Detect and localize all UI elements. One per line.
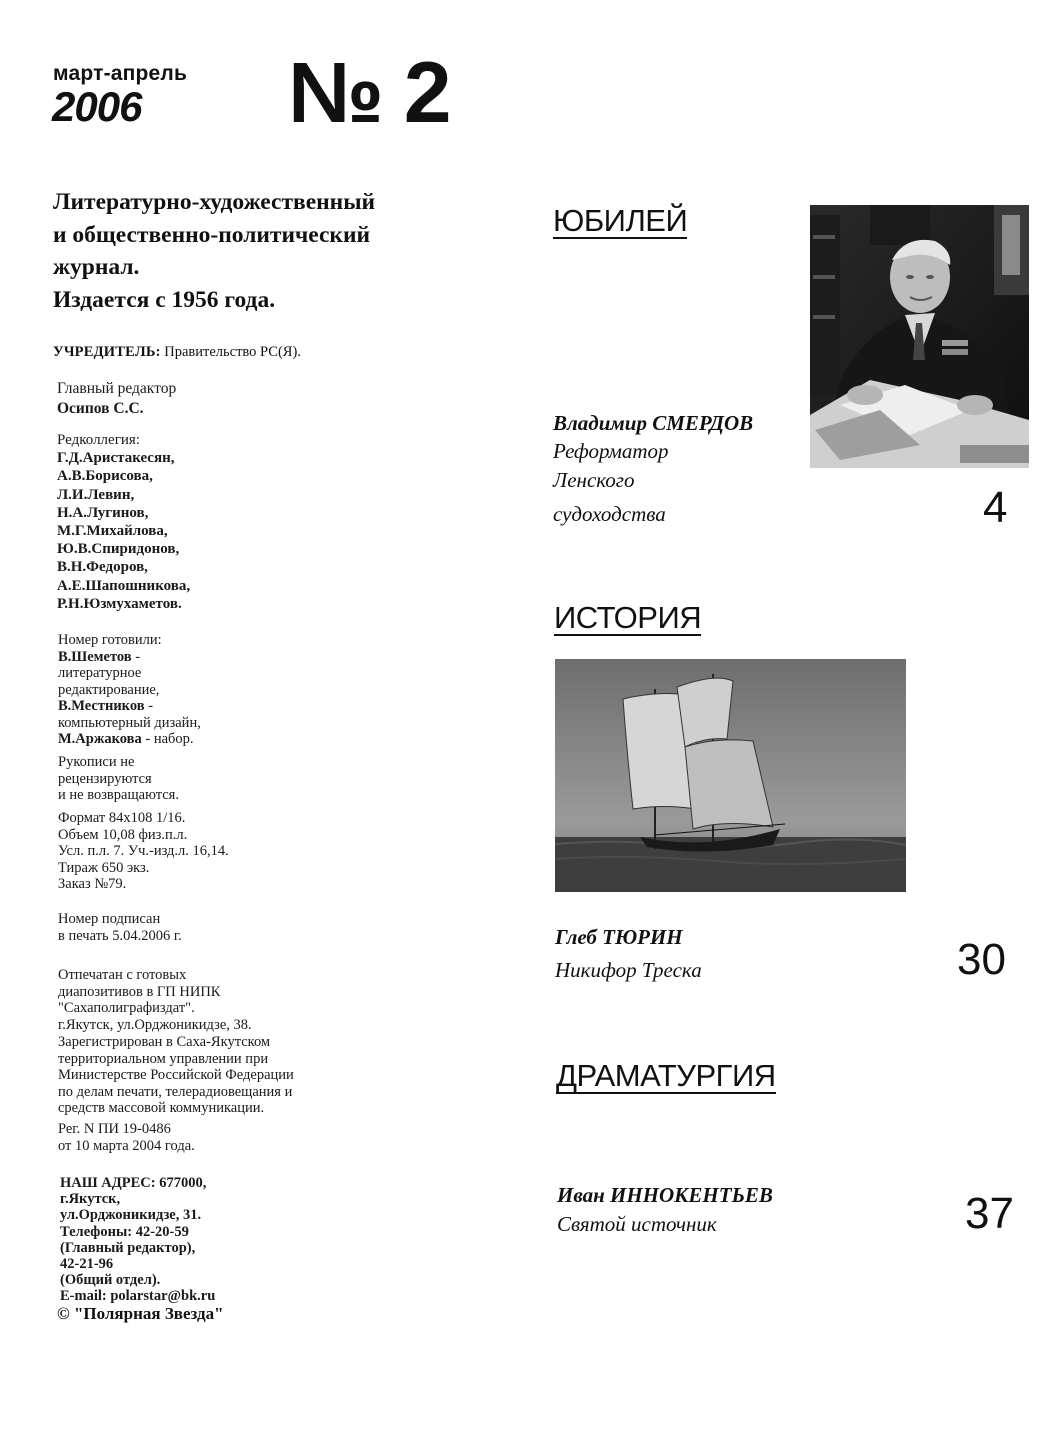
prepared-label: Номер готовили: xyxy=(58,632,162,648)
article-author: Иван ИННОКЕНТЬЕВ xyxy=(557,1183,773,1207)
prepared-role: - набор. xyxy=(141,731,194,747)
registered-line: Министерстве Российской Федерации xyxy=(58,1067,294,1083)
editorial-board xyxy=(57,431,190,613)
registered-line: Зарегистрирован в Саха-Якутском xyxy=(58,1034,271,1050)
rubric-history: ИСТОРИЯ xyxy=(554,600,702,635)
description-line: Издается с 1956 года. xyxy=(53,286,276,313)
issue-number: № 2 xyxy=(288,45,450,141)
registration-note xyxy=(58,1034,294,1117)
format-line: Объем 10,08 физ.п.л. xyxy=(58,826,188,843)
address-block xyxy=(60,1175,215,1305)
format-line: Тираж 650 экз. xyxy=(58,859,150,876)
board-member: А.Е.Шапошникова, xyxy=(57,577,191,594)
prepared-by xyxy=(58,632,201,748)
issue-year: 2006 xyxy=(52,83,142,130)
description-line: и общественно-политический xyxy=(53,221,371,248)
address-line: (Главный редактор), xyxy=(60,1239,196,1256)
address-line: (Общий отдел). xyxy=(60,1272,161,1289)
prepared-role: компьютерный дизайн, xyxy=(58,714,201,731)
print-format xyxy=(58,810,229,893)
manuscripts-line: и не возвращаются. xyxy=(58,787,179,803)
address-line: ул.Орджоникидзе, 31. xyxy=(60,1207,202,1224)
founder xyxy=(53,344,301,361)
copyright: © "Полярная Звезда" xyxy=(57,1304,224,1323)
article-title-line: Ленского xyxy=(553,468,635,492)
board-label: Редколлегия: xyxy=(57,432,140,448)
manuscripts-line: Рукописи не xyxy=(58,754,135,770)
prepared-role: литературное xyxy=(58,665,142,681)
founder-value: Правительство РС(Я). xyxy=(164,344,301,360)
journal-description xyxy=(53,186,473,316)
board-member: М.Г.Михайлова, xyxy=(57,523,168,540)
printed-line: диапозитивов в ГП НИПК xyxy=(58,983,221,1000)
page-number: 30 xyxy=(957,935,1006,984)
address-line: НАШ АДРЕС: 677000, xyxy=(60,1175,207,1191)
portrait-photo xyxy=(810,205,1029,468)
rubric-jubilee: ЮБИЛЕЙ xyxy=(553,203,688,238)
prepared-name: В.Шеметов xyxy=(58,648,132,665)
manuscripts-line: рецензируются xyxy=(58,770,152,787)
signed-line: Номер подписан xyxy=(58,911,161,927)
article-title-line: судоходства xyxy=(553,502,666,526)
ship-photo xyxy=(555,659,906,892)
address-line: 42-21-96 xyxy=(60,1256,114,1273)
board-member: А.В.Борисова, xyxy=(57,468,153,485)
prepared-role: - xyxy=(131,648,141,665)
article-author: Глеб ТЮРИН xyxy=(555,925,683,949)
description-line: Литературно-художественный xyxy=(53,189,376,215)
board-member: В.Н.Федоров, xyxy=(57,559,148,576)
format-line: Заказ №79. xyxy=(58,876,127,892)
founder-label: УЧРЕДИТЕЛЬ: xyxy=(53,344,161,360)
board-member: Р.Н.Юзмухаметов. xyxy=(57,595,182,612)
chief-editor-label: Главный редактор xyxy=(57,380,177,397)
board-member: Л.И.Левин, xyxy=(57,486,135,503)
board-member: Н.А.Лугинов, xyxy=(57,504,149,521)
article-title-line: Никифор Треска xyxy=(555,958,702,982)
registered-line: по делам печати, телерадиовещания и xyxy=(58,1083,293,1100)
address-line: г.Якутск, xyxy=(60,1191,121,1208)
ship-photo-image xyxy=(555,659,906,892)
board-member: Г.Д.Аристакесян, xyxy=(57,450,175,467)
address-line: Телефоны: 42-20-59 xyxy=(60,1223,189,1240)
rubric-drama: ДРАМАТУРГИЯ xyxy=(556,1058,776,1093)
signed-line: в печать 5.04.2006 г. xyxy=(58,927,182,944)
format-line: Формат 84х108 1/16. xyxy=(58,810,186,826)
prepared-name: В.Местников xyxy=(58,698,145,714)
page-number: 4 xyxy=(983,483,1008,532)
prepared-role: - xyxy=(144,698,154,714)
page-number: 37 xyxy=(965,1189,1014,1238)
registered-line: территориальном управлении при xyxy=(58,1050,269,1067)
printed-note xyxy=(58,967,252,1033)
prepared-role: редактирование, xyxy=(58,681,160,698)
article-author: Владимир СМЕРДОВ xyxy=(553,411,754,435)
board-member: Ю.В.Спиридонов, xyxy=(57,541,180,558)
portrait-photo-image xyxy=(810,205,1029,468)
chief-editor-name: Осипов С.С. xyxy=(57,400,144,417)
printed-line: г.Якутск, ул.Орджоникидзе, 38. xyxy=(58,1016,252,1033)
chief-editor xyxy=(57,379,176,419)
issue-month: март-апрель xyxy=(53,62,188,85)
signed-note xyxy=(58,911,182,944)
article-title-line: Реформатор xyxy=(553,439,669,463)
printed-line: "Сахаполиграфиздат". xyxy=(58,1000,195,1016)
reg-line: от 10 марта 2004 года. xyxy=(58,1137,195,1154)
description-line: журнал. xyxy=(53,254,140,280)
article-title-line: Святой источник xyxy=(557,1212,717,1236)
manuscripts-note xyxy=(58,754,179,804)
address-line: E-mail: polarstar@bk.ru xyxy=(60,1288,216,1305)
prepared-name: М.Аржакова xyxy=(58,731,142,747)
registered-line: средств массовой коммуникации. xyxy=(58,1100,265,1116)
registration-number xyxy=(58,1121,195,1154)
printed-line: Отпечатан с готовых xyxy=(58,967,187,983)
reg-line: Рег. N ПИ 19-0486 xyxy=(58,1121,171,1137)
format-line: Усл. п.л. 7. Уч.-изд.л. 16,14. xyxy=(58,843,229,859)
